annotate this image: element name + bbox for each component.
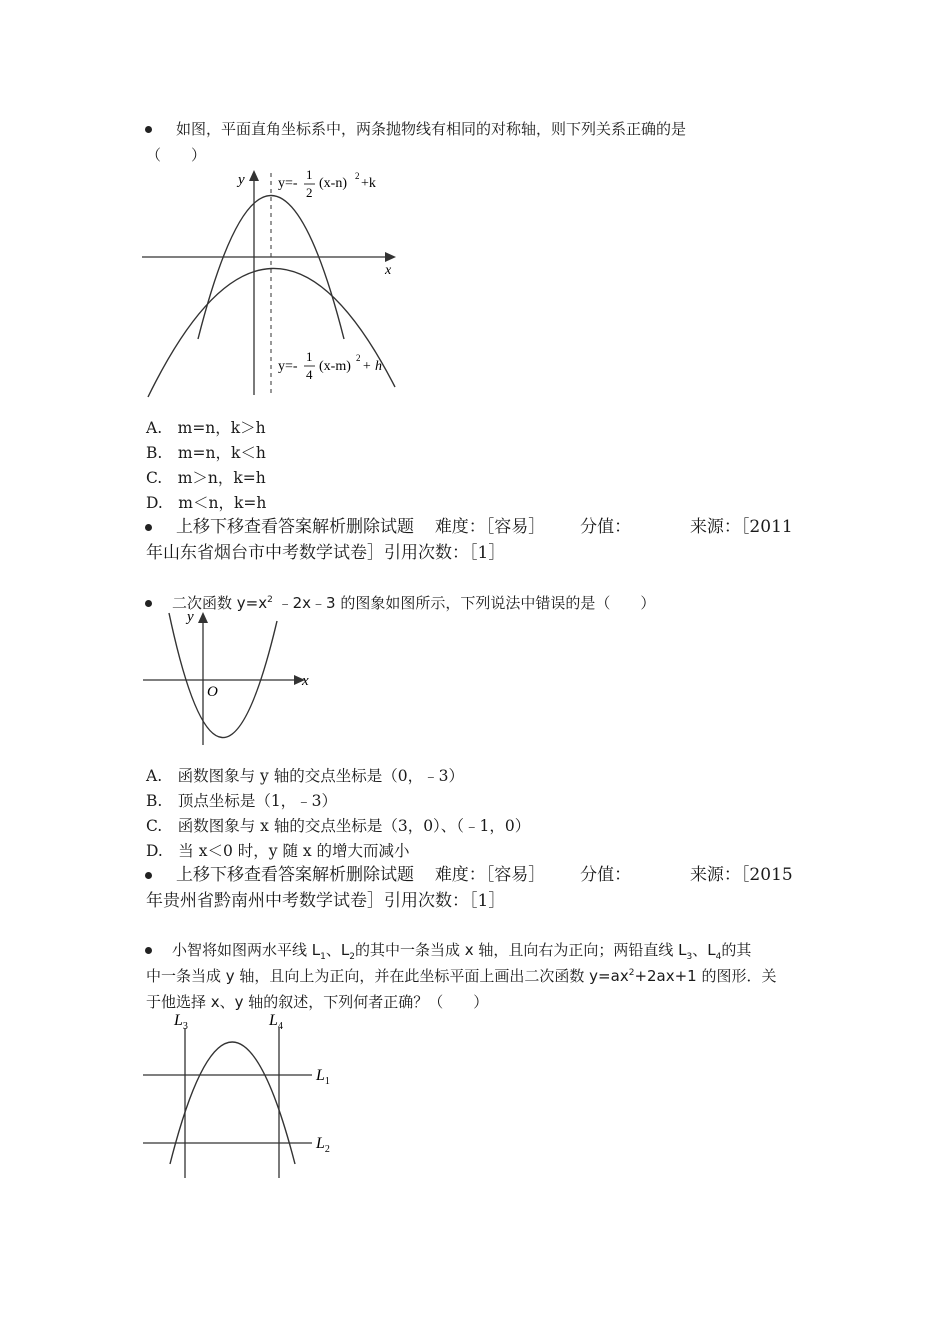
formula-top-num: 1 bbox=[306, 167, 313, 182]
q3-l2-exp: 2 bbox=[628, 968, 635, 978]
question-1-option-c[interactable]: C. m＞n，k=h bbox=[146, 469, 266, 487]
q3-l1-sub2: 2 bbox=[349, 952, 355, 962]
label-L3: $L_3$ bbox=[174, 1012, 188, 1032]
question-1-stem-tail: （ ） bbox=[146, 146, 207, 164]
label-L4: $L_4$ bbox=[269, 1012, 283, 1032]
q3-l1-sub3: 3 bbox=[686, 952, 693, 962]
q3-l1-d: 、L bbox=[692, 941, 716, 959]
question-2-option-a[interactable]: A. 函数图象与 y 轴的交点坐标是（0，﹣3） bbox=[146, 767, 464, 785]
question-3-figure bbox=[140, 1008, 345, 1180]
question-1-meta bbox=[176, 515, 793, 540]
origin-label: O bbox=[207, 684, 218, 700]
q3-l1-sub1: 1 bbox=[320, 952, 326, 962]
question-2-stem-c: ﹣2x﹣3 bbox=[277, 594, 336, 612]
question-3-stem-line1 bbox=[172, 937, 751, 963]
bullet bbox=[145, 524, 152, 531]
question-2-score: 分值： bbox=[580, 865, 632, 885]
question-1-option-a[interactable]: A. m=n，k＞h bbox=[146, 419, 266, 437]
bullet bbox=[145, 947, 152, 954]
question-2-figure bbox=[140, 605, 320, 750]
question-2-option-c[interactable]: C. 函数图象与 x 轴的交点坐标是（3，0）、（﹣1，0） bbox=[146, 817, 531, 835]
parabola bbox=[170, 1042, 295, 1164]
q3-l1-e: 的其 bbox=[721, 941, 752, 959]
question-1-meta-line2: 年山东省烟台市中考数学试卷］引用次数：［1］ bbox=[146, 543, 506, 563]
x-axis-label: x bbox=[302, 673, 309, 689]
y-axis-arrow-icon bbox=[198, 612, 208, 623]
label-L1: $L_1$ bbox=[316, 1067, 330, 1087]
question-2-action-links[interactable]: 上移下移查看答案解析删除试题 bbox=[176, 865, 414, 885]
question-1-source: 来源：［2011 bbox=[689, 517, 793, 537]
y-axis-label: y bbox=[187, 609, 194, 625]
formula-bottom-num: 1 bbox=[306, 349, 313, 364]
formula-top-suffix: +k bbox=[361, 176, 376, 191]
q3-l1-c: 的其中一条当成 x 轴，且向右为正向；两铅直线 L bbox=[354, 941, 687, 959]
bullet bbox=[145, 126, 152, 133]
question-1-difficulty: 难度：［容易］ bbox=[434, 517, 546, 537]
question-1-option-d[interactable]: D. m＜n，k=h bbox=[146, 494, 267, 512]
formula-bottom-prefix: y=- bbox=[278, 359, 298, 374]
formula-top-rest: (x-n) bbox=[319, 176, 347, 191]
question-2-stem-d: 的图象如图所示，下列说法中错误的是（ ） bbox=[340, 594, 656, 612]
formula-bottom-exp: 2 bbox=[356, 353, 361, 363]
formula-bottom-rest: (x-m) bbox=[319, 359, 351, 374]
q3-l2-a: 中一条当成 y 轴，且向上为正向，并在此坐标平面上画出二次函数 y=ax bbox=[146, 967, 629, 985]
question-2-stem-b: y=x bbox=[236, 594, 268, 612]
bullet bbox=[145, 872, 152, 879]
question-2-difficulty: 难度：［容易］ bbox=[434, 865, 546, 885]
question-2-meta-line2: 年贵州省黔南州中考数学试卷］引用次数：［1］ bbox=[146, 891, 506, 911]
label-L2: $L_2$ bbox=[316, 1135, 330, 1155]
formula-bottom-suffix: + h bbox=[362, 359, 382, 374]
question-2-meta bbox=[176, 863, 793, 888]
x-axis-arrow-icon bbox=[385, 252, 396, 262]
question-1-stem bbox=[176, 116, 816, 142]
question-3-stem-line2 bbox=[146, 963, 777, 989]
question-2-option-b[interactable]: B. 顶点坐标是（1，﹣3） bbox=[146, 792, 338, 810]
question-3-stem-line3: 于他选择 x、y 轴的叙述，下列何者正确？（ ） bbox=[146, 993, 489, 1011]
q3-l2-b: +2ax+1 的图形．关 bbox=[634, 967, 777, 985]
formula-bottom-den: 4 bbox=[306, 367, 313, 382]
q3-l1-a: 小智将如图两水平线 L bbox=[172, 941, 321, 959]
q3-l1-sub4: 4 bbox=[715, 952, 722, 962]
question-1-figure bbox=[140, 165, 405, 400]
y-axis-label: y bbox=[238, 172, 245, 188]
question-2-option-d[interactable]: D. 当 x＜0 时，y 随 x 的增大而减小 bbox=[146, 842, 410, 860]
formula-top-den: 2 bbox=[306, 185, 313, 200]
question-1-score: 分值： bbox=[580, 517, 632, 537]
y-axis-arrow-icon bbox=[249, 170, 259, 181]
question-1-option-b[interactable]: B. m=n，k＜h bbox=[146, 444, 266, 462]
question-1-stem-text: 如图，平面直角坐标系中，两条抛物线有相同的对称轴，则下列关系正确的是 bbox=[176, 120, 687, 138]
formula-top-prefix: y=- bbox=[278, 176, 298, 191]
q3-l1-b: 、L bbox=[325, 941, 350, 959]
question-2-source: 来源：［2015 bbox=[689, 865, 793, 885]
x-axis-label: x bbox=[385, 263, 392, 278]
question-1-action-links[interactable]: 上移下移查看答案解析删除试题 bbox=[176, 517, 414, 537]
question-2-stem-a: 二次函数 bbox=[172, 594, 233, 612]
formula-top-exp: 2 bbox=[355, 171, 360, 181]
question-2-stem-exp: 2 bbox=[267, 595, 273, 605]
parabola bbox=[169, 613, 277, 738]
